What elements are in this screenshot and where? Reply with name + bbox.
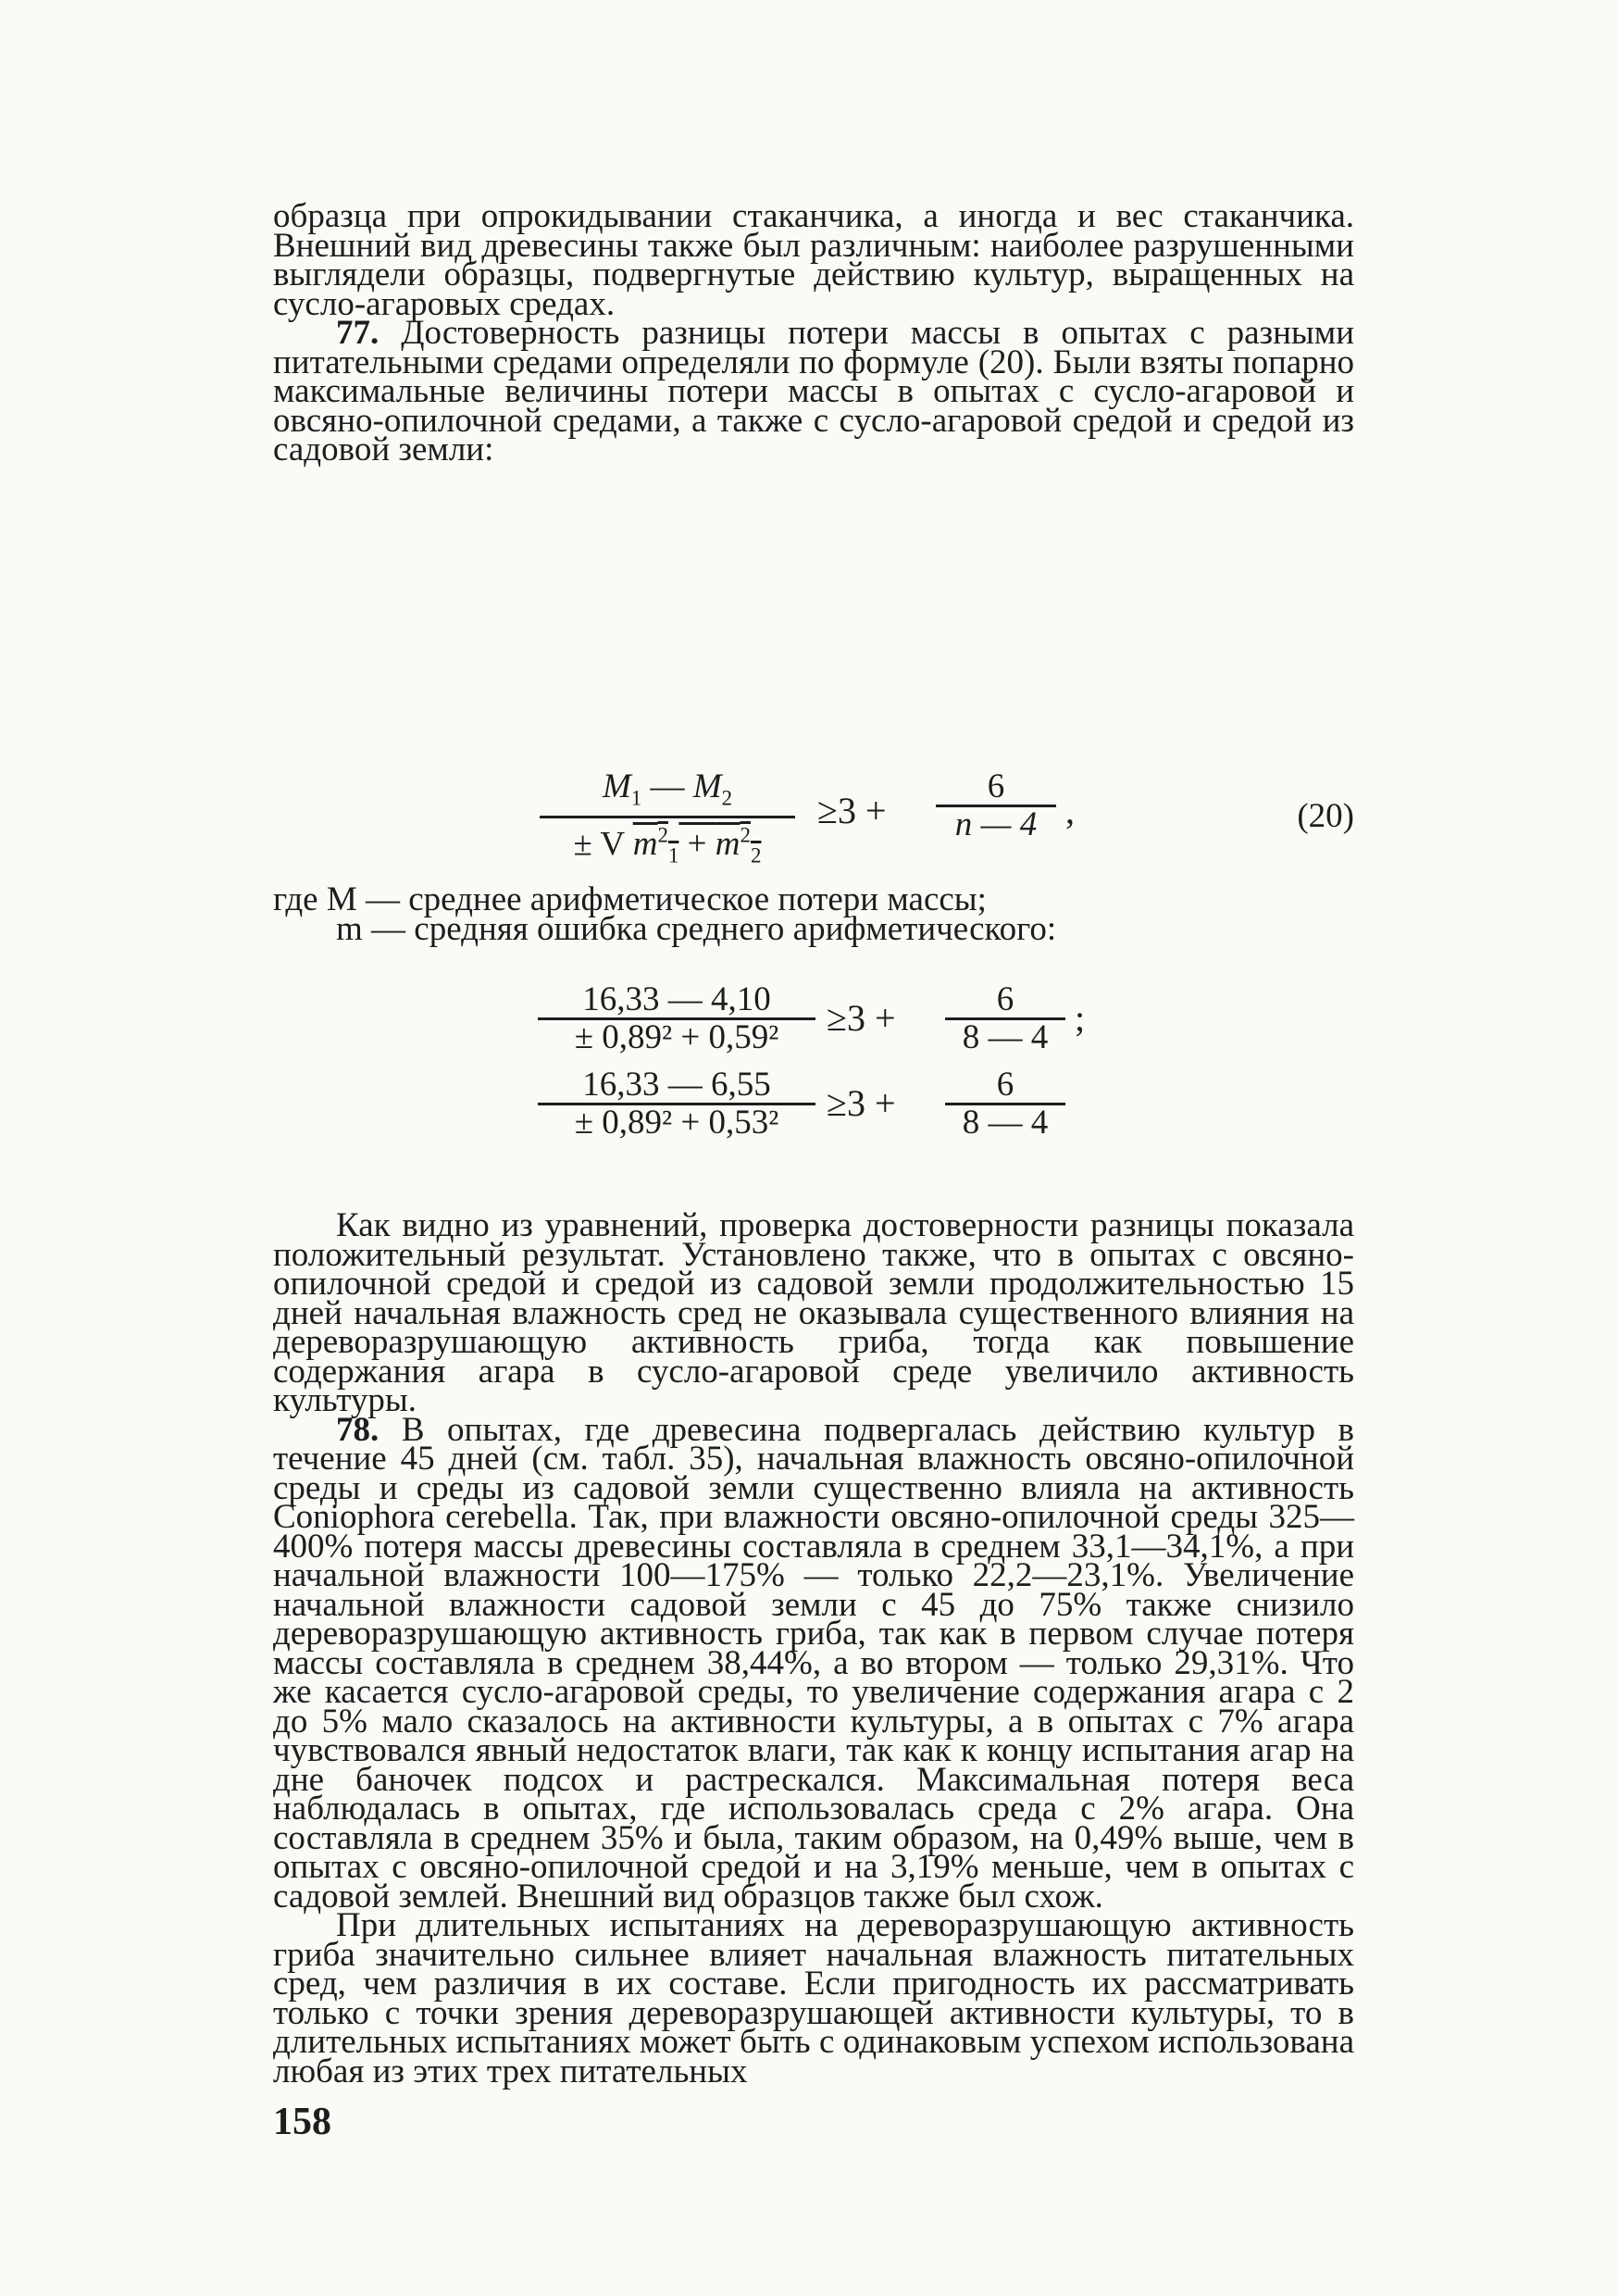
formula-legend (273, 880, 1354, 948)
formula-numerator: $M_1$ — $M_2$ (602, 767, 733, 810)
formula-main-fraction (540, 767, 795, 870)
paragraph-77 (273, 314, 1355, 468)
paragraph-77-text: Достоверность разницы потери массы в опытах с разными питательными средами определяли по формуле (20). Были взяты попарно максимальные величины потери массы в опытах с сусло-агаровой и овсяно-опилочной средами, а также с сусло-агаровой средой и средой из садовой земли: (273, 314, 1355, 468)
legend-small-m-definition: m — средняя ошибка среднего арифметического: (336, 909, 1057, 948)
paragraph-77-number: 77. (336, 314, 380, 352)
calc-2-fraction: 16,33 — 6,55 ± 0,89² + 0,53² (538, 1070, 815, 1137)
paragraph-conclusion: Как видно из уравнений, проверка достоверности разницы показала положительный результат. Установлено также, что в опытах с овсяно-опилочной средой и средой из садовой земли продолжительностью 15 дней начальная влажность сред не оказывала существенного влияния на дереворазрушающую активность гриба, тогда как повышение содержания агара в сусло-агаровой среде увеличило активность культуры. (273, 1206, 1354, 1419)
formula-rhs-fraction: 6 n — 4 (936, 772, 1056, 839)
calc-1-semicolon: ; (1075, 997, 1086, 1039)
paragraph-78-number: 78. (336, 1410, 380, 1449)
formula-trailing-comma: , (1065, 790, 1075, 831)
fraction-bar (540, 816, 795, 818)
text-block (273, 197, 1355, 2090)
calc-1-rhs: 6 8 — 4 (945, 985, 1065, 1052)
formula-relation: ≥3 + (817, 790, 887, 831)
calc-2-rhs: 6 8 — 4 (945, 1070, 1065, 1137)
formula-denominator: ± V $m^2_1 + m^2_2$ (573, 823, 762, 867)
calc-2-relation: ≥3 + (827, 1082, 896, 1124)
calculations (273, 980, 1354, 1152)
paragraph-continuation: образца при опрокидывании стаканчика, а иногда и вес стаканчика. Внешний вид древесины также был различным: наиболее разрушенными выглядели образцы, подвергнутые действию культур, выращенных на сусло-агаровых средах. (273, 197, 1354, 323)
paragraph-78 (273, 1410, 1355, 1915)
paragraph-long-tests: При длительных испытаниях на дереворазрушающую активность гриба значительно сильнее влияет начальная влажность питательных сред, чем различия в их составе. Если пригодность их рассматривать только с точки зрения дереворазрушающей активности культуры, то в длительных испытаниях может быть с одинаковым успехом использована любая из этих трех питательных (273, 1906, 1354, 2090)
formula-20 (273, 767, 1354, 874)
paragraph-78-text: В опытах, где древесина подвергалась действию культур в течение 45 дней (см. табл. 35), начальная влажность овсяно-опилочной среды и среды из садовой земли существенно влияла на активность Coniophora cerebella. Так, при влажности овсяно-опилочной среды 325—400% потеря массы древесины составляла в среднем 33,1—34,1%, а при начальной влажности 100—175% — только 22,2—23,1%. Увеличение начальной влажности садовой земли с 45 до 75% также снизило дереворазрушающую активность гриба, так как в первом случае потеря массы составляла в среднем 38,44%, а во втором — только 29,31%. Что же касается сусло-агаровой среды, то увеличение содержания агара с 2 до 5% мало сказалось на активности культуры, а в опытах с 7% агара чувствовался явный недостаток влаги, так как к концу испытания агар на дне баночек подсох и растрескался. Максимальная потеря веса наблюдалась в опытах, где использовалась среда с 2% агара. Она составляла в среднем 35% и была, таким образом, на 0,49% выше, чем в опытах с овсяно-опилочной средой и на 3,19% меньше, чем в опытах с садовой землей. Внешний вид образцов также был схож. (273, 1410, 1355, 1915)
equation-number: (20) (1297, 797, 1354, 835)
page-number: 158 (273, 2101, 331, 2143)
calc-1-relation: ≥3 + (827, 997, 896, 1039)
legend-m-definition: где M — среднее арифметическое потери массы; (273, 880, 987, 918)
body-continued (273, 1206, 1355, 2090)
calc-1-fraction: 16,33 — 4,10 ± 0,89² + 0,59² (538, 985, 815, 1052)
